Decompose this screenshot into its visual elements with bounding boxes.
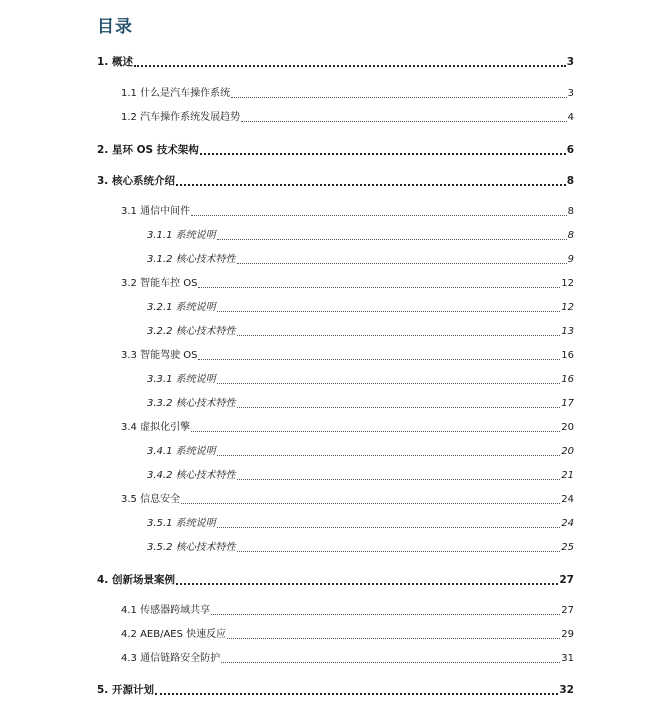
toc-entry-label: 3.5.1 系统说明 — [147, 518, 216, 529]
toc-leader-dots — [231, 86, 567, 98]
toc-entry[interactable] — [147, 252, 574, 268]
toc-entry[interactable] — [147, 516, 574, 532]
toc-entry-label: 3.3 智能驾驶 OS — [121, 350, 198, 361]
toc-entry-label: 2. 星环 OS 技术架构 — [97, 144, 199, 156]
toc-leader-dots — [198, 348, 560, 360]
toc-entry[interactable] — [147, 324, 574, 340]
toc-entry[interactable] — [121, 110, 574, 126]
toc-entry[interactable] — [97, 572, 574, 588]
toc-entry[interactable] — [147, 372, 574, 388]
toc-entry-page-number: 20 — [561, 446, 574, 457]
toc-entry-page-number: 6 — [566, 144, 574, 156]
toc-entry[interactable] — [97, 142, 574, 158]
toc-entry[interactable] — [121, 204, 574, 220]
toc-entry-label: 1.1 什么是汽车操作系统 — [121, 88, 231, 99]
toc-leader-dots — [217, 444, 561, 456]
toc-entry-page-number: 12 — [561, 302, 574, 313]
toc-leader-dots — [237, 468, 561, 480]
toc-entry[interactable] — [147, 444, 574, 460]
toc-entry-label: 5. 开源计划 — [97, 684, 154, 696]
toc-entry-label: 4. 创新场景案例 — [97, 574, 175, 586]
toc-entry-page-number: 31 — [561, 653, 574, 664]
toc-leader-dots — [237, 324, 561, 336]
toc-entry-label: 4.3 通信链路安全防护 — [121, 653, 221, 664]
toc-entry-label: 1.2 汽车操作系统发展趋势 — [121, 112, 241, 123]
toc-leader-dots — [227, 627, 560, 639]
toc-entry-page-number: 24 — [561, 494, 574, 505]
toc-entry-label: 3.4.2 核心技术特性 — [147, 470, 236, 481]
toc-entry-label: 3.2 智能车控 OS — [121, 278, 198, 289]
toc-entry-label: 3.2.1 系统说明 — [147, 302, 216, 313]
toc-entry-page-number: 8 — [567, 206, 574, 217]
toc-entry-label: 3.4.1 系统说明 — [147, 446, 216, 457]
toc-leader-dots — [237, 540, 561, 552]
toc-entry-label: 3.5.2 核心技术特性 — [147, 542, 236, 553]
toc-entry-label: 3.5 信息安全 — [121, 494, 181, 505]
toc-entry[interactable] — [121, 420, 574, 436]
toc-leader-dots — [237, 252, 567, 264]
toc-entry[interactable] — [121, 86, 574, 102]
toc-entry[interactable] — [147, 540, 574, 556]
toc-entry-page-number: 16 — [561, 350, 574, 361]
toc-leader-dots — [241, 110, 567, 122]
toc-entry[interactable] — [121, 492, 574, 508]
toc-entry-page-number: 12 — [561, 278, 574, 289]
toc-entry[interactable] — [147, 300, 574, 316]
toc-entry-page-number: 17 — [561, 398, 574, 409]
toc-entry-label: 3.1.2 核心技术特性 — [147, 254, 236, 265]
toc-entry-label: 3.2.2 核心技术特性 — [147, 326, 236, 337]
toc-leader-dots — [217, 300, 561, 312]
toc-entry-page-number: 29 — [561, 629, 574, 640]
toc-entry-label: 1. 概述 — [97, 56, 133, 68]
toc-entry-page-number: 3 — [566, 56, 574, 68]
toc-entry-label: 3. 核心系统介绍 — [97, 175, 175, 187]
toc-leader-dots — [211, 603, 560, 615]
toc-leader-dots — [176, 572, 558, 585]
toc-entry-page-number: 27 — [561, 605, 574, 616]
toc-entry[interactable] — [121, 627, 574, 643]
toc-entry-page-number: 20 — [561, 422, 574, 433]
toc-leader-dots — [217, 372, 561, 384]
toc-entry-label: 3.1 通信中间件 — [121, 206, 191, 217]
toc-leader-dots — [200, 142, 566, 155]
toc-entry-page-number: 13 — [561, 326, 574, 337]
toc-entry-page-number: 8 — [567, 230, 574, 241]
toc-leader-dots — [191, 420, 560, 432]
toc-entry-page-number: 24 — [561, 518, 574, 529]
toc-entry[interactable] — [97, 682, 574, 698]
toc-entry-label: 4.1 传感器跨域共享 — [121, 605, 211, 616]
toc-entry[interactable] — [147, 396, 574, 412]
toc-entry[interactable] — [147, 468, 574, 484]
toc-entry-page-number: 8 — [566, 175, 574, 187]
toc-entry-page-number: 21 — [561, 470, 574, 481]
toc-entry[interactable] — [147, 228, 574, 244]
toc-leader-dots — [198, 276, 560, 288]
toc-entry-label: 4.2 AEB/AES 快速反应 — [121, 629, 227, 640]
toc-leader-dots — [217, 516, 561, 528]
toc-entry-label: 3.3.1 系统说明 — [147, 374, 216, 385]
toc-entry[interactable] — [121, 603, 574, 619]
toc-entry-page-number: 27 — [559, 574, 574, 586]
toc-entry[interactable] — [121, 651, 574, 667]
toc-leader-dots — [191, 204, 567, 216]
toc-entry[interactable] — [121, 348, 574, 364]
toc-entry[interactable] — [121, 276, 574, 292]
toc-entry-label: 3.4 虚拟化引擎 — [121, 422, 191, 433]
toc-entry[interactable] — [97, 173, 574, 189]
toc-leader-dots — [237, 396, 561, 408]
toc-leader-dots — [155, 682, 558, 695]
toc-entry-page-number: 4 — [567, 112, 574, 123]
toc-leader-dots — [181, 492, 560, 504]
toc-entry-page-number: 16 — [561, 374, 574, 385]
toc-title: 目录 — [97, 17, 133, 37]
toc-leader-dots — [221, 651, 560, 663]
toc-leader-dots — [217, 228, 567, 240]
toc-entry-page-number: 9 — [567, 254, 574, 265]
toc-leader-dots — [134, 54, 566, 67]
toc-leader-dots — [176, 173, 566, 186]
toc-entry-page-number: 3 — [567, 88, 574, 99]
toc-entry-label: 3.1.1 系统说明 — [147, 230, 216, 241]
toc-entry[interactable] — [97, 54, 574, 70]
toc-entry-label: 3.3.2 核心技术特性 — [147, 398, 236, 409]
toc-entry-page-number: 25 — [561, 542, 574, 553]
toc-entry-page-number: 32 — [559, 684, 574, 696]
